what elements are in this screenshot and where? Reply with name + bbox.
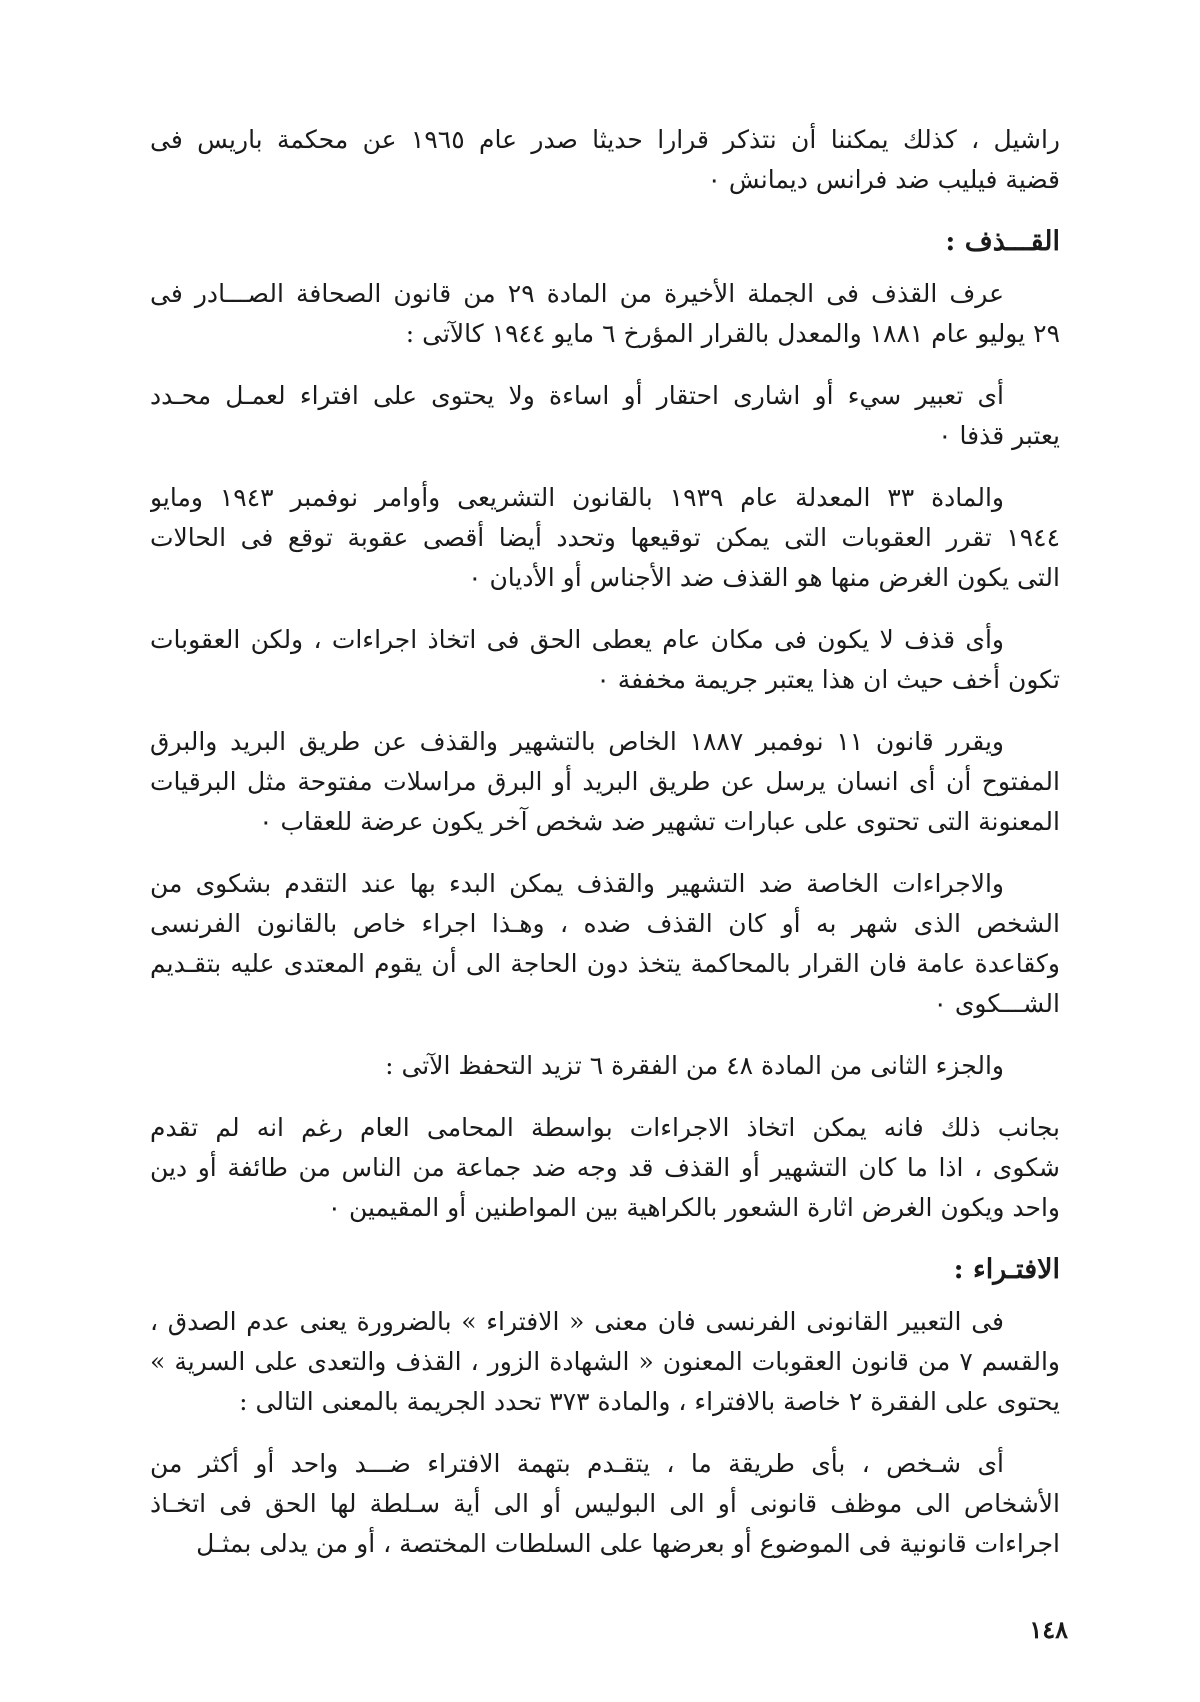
text-line: ٢٩ يوليو عام ١٨٨١ والمعدل بالقرار المؤرخ ٦ مايو ١٩٤٤ كالآتى : <box>405 319 1060 348</box>
text-line: واحد ويكون الغرض اثارة الشعور بالكراهية بين المواطنين أو المقيمين ٠ <box>327 1193 1060 1222</box>
text-line: الشخص الذى شهر به أو كان القذف ضده ، وهـذا اجراء خاص بالقانون الفرنسى <box>150 909 1060 938</box>
text-line: ١٩٤٤ تقرر العقوبات التى يمكن توقيعها وتحدد أيضا أقصى عقوبة توقع فى الحالات <box>150 523 1060 552</box>
text-line: فى التعبير القانونى الفرنسى فان معنى « الافتراء » بالضرورة يعنى عدم الصدق ، <box>150 1307 1004 1336</box>
text-line: والقسم ٧ من قانون العقوبات المعنون « الشهادة الزور ، القذف والتعدى على السرية » <box>150 1347 1060 1376</box>
text-line: وكقاعدة عامة فان القرار بالمحاكمة يتخذ دون الحاجة الى أن يقوم المعتدى عليه بتقـديم <box>150 949 1060 978</box>
text-line: عرف القذف فى الجملة الأخيرة من المادة ٢٩ من قانون الصحافة الصـــادر فى <box>150 279 1004 308</box>
text-line: وأى قذف لا يكون فى مكان عام يعطى الحق فى اتخاذ اجراءات ، ولكن العقوبات <box>150 625 1004 654</box>
section-heading: الافتـراء : <box>953 1254 1060 1285</box>
text-line: الشـــكوى ٠ <box>933 989 1060 1018</box>
text-line: التى يكون الغرض منها هو القذف ضد الأجناس أو الأديان ٠ <box>468 563 1060 592</box>
text-line: الأشخاص الى موظف قانونى أو الى البوليس أو الى أية سـلطة لها الحق فى اتخـاذ <box>150 1489 1060 1518</box>
text-line: راشيل ، كذلك يمكننا أن نتذكر قرارا حديثا صدر عام ١٩٦٥ عن محكمة باريس فى <box>150 125 1060 154</box>
page-number: ١٤٨ <box>1029 1615 1068 1644</box>
text-line: أى شـخص ، بأى طريقة ما ، يتقـدم بتهمة الافتراء ضـــد واحد أو أكثر من <box>150 1449 1004 1478</box>
text-line: ويقرر قانون ١١ نوفمبر ١٨٨٧ الخاص بالتشهير والقذف عن طريق البريد والبرق <box>150 727 1004 756</box>
text-line: يحتوى على الفقرة ٢ خاصة بالافتراء ، والمادة ٣٧٣ تحدد الجريمة بالمعنى التالى : <box>239 1387 1060 1416</box>
text-line: يعتبر قذفا ٠ <box>938 421 1060 450</box>
paragraph <box>150 722 1060 842</box>
paragraph <box>150 376 1060 456</box>
text-line: المعنونة التى تحتوى على عبارات تشهير ضد شخص آخر يكون عرضة للعقاب ٠ <box>259 807 1060 836</box>
paragraph <box>150 1046 1060 1086</box>
text-line: تكون أخف حيث ان هذا يعتبر جريمة مخففة ٠ <box>596 665 1060 694</box>
paragraph <box>150 274 1060 354</box>
paragraph <box>150 478 1060 598</box>
text-line: بجانب ذلك فانه يمكن اتخاذ الاجراءات بواسطة المحامى العام رغم انه لم تقدم <box>150 1113 1060 1142</box>
text-line: أى تعبير سيء أو اشارى احتقار أو اساءة ولا يحتوى على افتراء لعمـل محـدد <box>150 381 1004 410</box>
paragraph <box>150 120 1060 200</box>
text-line: والاجراءات الخاصة ضد التشهير والقذف يمكن البدء بها عند التقدم بشكوى من <box>150 869 1004 898</box>
paragraph <box>150 620 1060 700</box>
text-line: والجزء الثانى من المادة ٤٨ من الفقرة ٦ تزيد التحفظ الآتى : <box>385 1051 1004 1080</box>
text-line: قضية فيليب ضد فرانس ديمانش ٠ <box>707 165 1060 194</box>
paragraph <box>150 1302 1060 1422</box>
paragraph <box>150 1444 1060 1564</box>
text-line: المفتوح أن أى انسان يرسل عن طريق البريد أو البرق مراسلات مفتوحة مثل البرقيات <box>150 767 1060 796</box>
section-heading: القـــذف : <box>945 226 1060 257</box>
paragraph <box>150 1108 1060 1228</box>
paragraph <box>150 864 1060 1024</box>
text-line: والمادة ٣٣ المعدلة عام ١٩٣٩ بالقانون التشريعى وأوامر نوفمبر ١٩٤٣ ومايو <box>150 483 1005 512</box>
text-line: اجراءات قانونية فى الموضوع أو بعرضها على السلطات المختصة ، أو من يدلى بمثـل <box>196 1529 1060 1558</box>
text-line: شكوى ، اذا ما كان التشهير أو القذف قد وجه ضد جماعة من الناس من طائفة أو دين <box>150 1153 1060 1182</box>
